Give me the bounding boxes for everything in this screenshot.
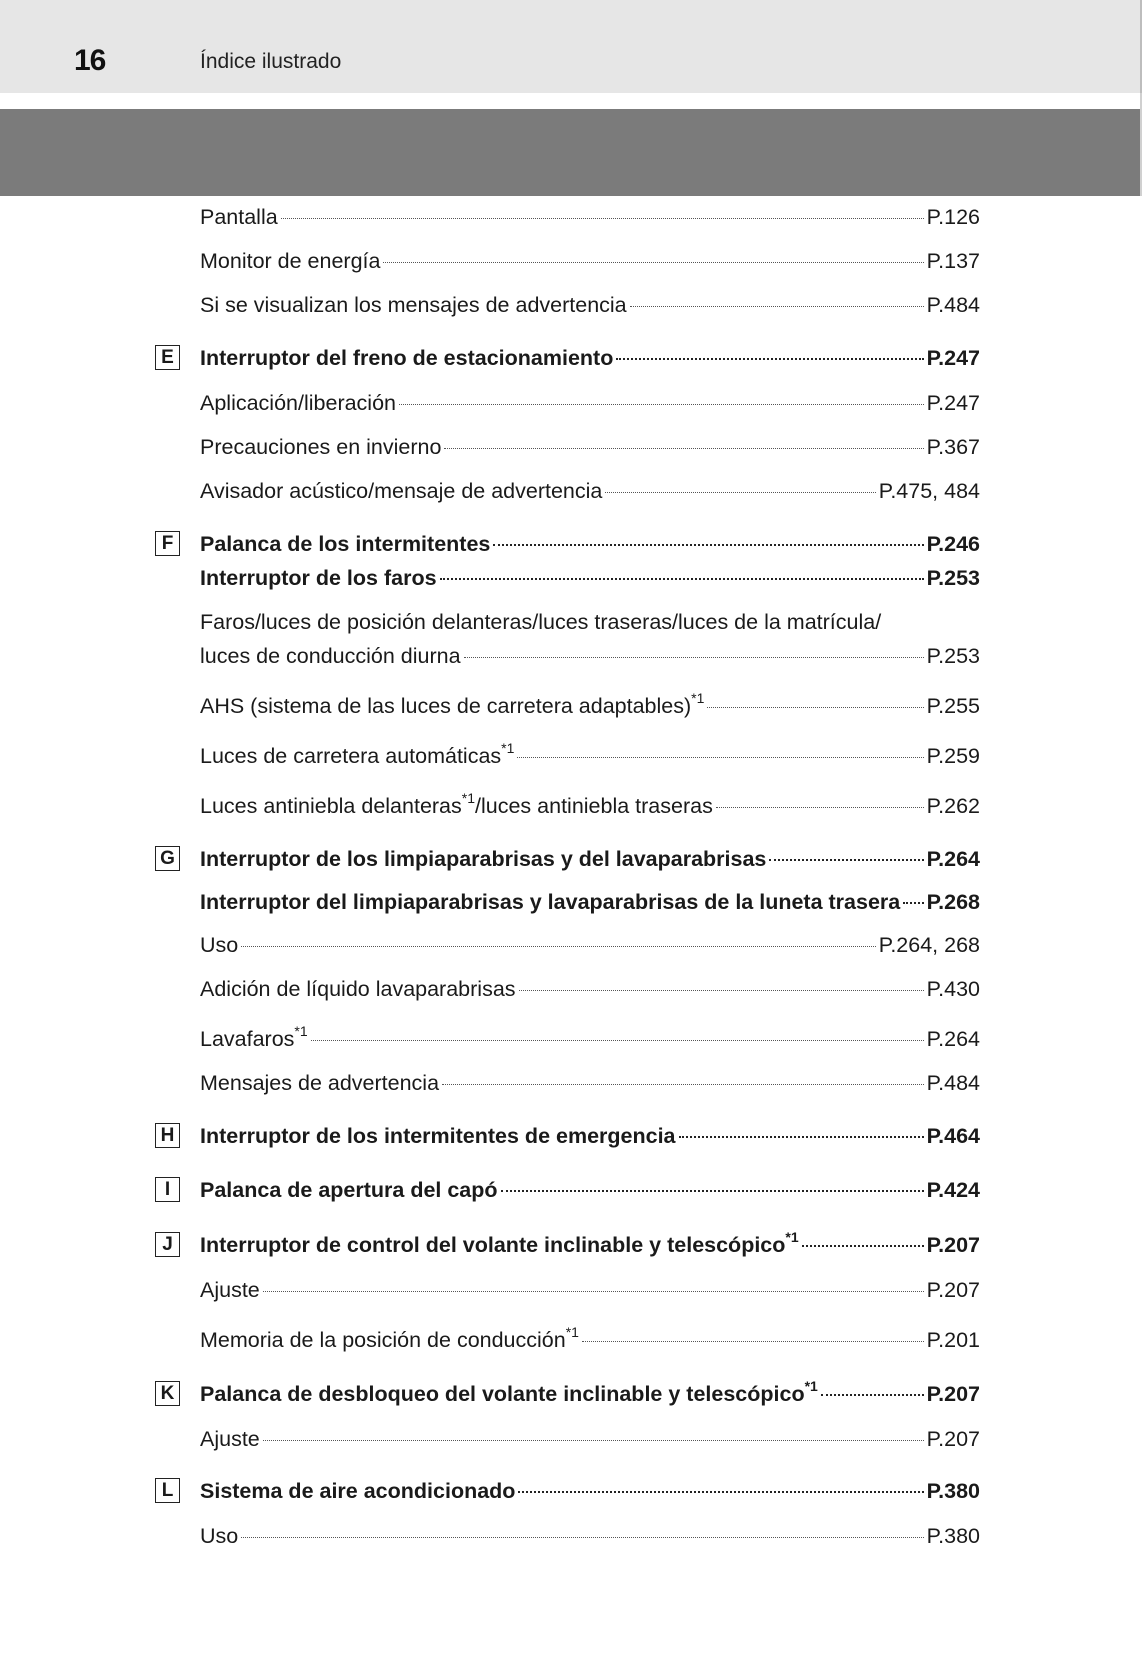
dot-leader bbox=[241, 946, 876, 947]
entry-label: Sistema de aire acondicionado bbox=[200, 1479, 516, 1503]
index-entry-monitor-energia[interactable] bbox=[200, 248, 980, 274]
dot-leader bbox=[769, 859, 923, 861]
dot-leader bbox=[802, 1245, 924, 1247]
section-letter-e: E bbox=[155, 345, 180, 370]
section-letter-k: K bbox=[155, 1381, 180, 1406]
page-reference[interactable]: P.207 bbox=[926, 1382, 980, 1406]
index-entry-precauciones-invierno[interactable] bbox=[200, 434, 980, 460]
index-entry-ahs[interactable] bbox=[200, 690, 980, 719]
entry-label: luces de conducción diurna bbox=[200, 644, 461, 668]
dot-leader bbox=[630, 306, 924, 307]
entry-label-text: Memoria de la posición de conducción bbox=[200, 1328, 566, 1352]
page-reference[interactable]: P.380 bbox=[926, 1479, 980, 1503]
page-reference[interactable]: P.253 bbox=[926, 644, 980, 668]
section-title: Índice ilustrado bbox=[200, 50, 342, 73]
entry-label: Uso bbox=[200, 933, 239, 957]
dot-leader bbox=[493, 544, 923, 546]
page-reference[interactable]: P.246 bbox=[926, 532, 980, 556]
entry-label: Palanca de los intermitentes bbox=[200, 532, 491, 556]
dot-leader bbox=[383, 262, 923, 263]
entry-label-text: AHS (sistema de las luces de carretera adaptables) bbox=[200, 694, 692, 718]
dot-leader bbox=[263, 1440, 924, 1441]
page-reference[interactable]: P.201 bbox=[926, 1328, 980, 1352]
dot-leader bbox=[605, 492, 875, 493]
entry-label: Precauciones en invierno bbox=[200, 435, 442, 459]
section-letter-f: F bbox=[155, 531, 180, 556]
footnote-marker: *1 bbox=[804, 1378, 818, 1394]
section-letter-l: L bbox=[155, 1478, 180, 1503]
page-reference[interactable]: P.430 bbox=[926, 977, 980, 1001]
dot-leader bbox=[442, 1084, 924, 1085]
page-reference[interactable]: P.259 bbox=[926, 744, 980, 768]
entry-label: Monitor de energía bbox=[200, 249, 381, 273]
dot-leader bbox=[903, 902, 923, 904]
entry-label: Ajuste bbox=[200, 1427, 260, 1451]
footnote-marker: *1 bbox=[461, 790, 476, 806]
entry-label-text-2: /luces antiniebla traseras bbox=[475, 794, 713, 818]
dot-leader bbox=[399, 404, 924, 405]
dot-leader bbox=[519, 990, 924, 991]
entry-label: Avisador acústico/mensaje de advertencia bbox=[200, 479, 603, 503]
entry-label: Aplicación/liberación bbox=[200, 391, 396, 415]
entry-label-text: Lavafaros bbox=[200, 1027, 295, 1051]
page-reference[interactable]: P.464 bbox=[926, 1124, 980, 1148]
entry-label: Adición de líquido lavaparabrisas bbox=[200, 977, 516, 1001]
dot-leader bbox=[821, 1394, 924, 1396]
page-reference[interactable]: P.207 bbox=[926, 1427, 980, 1451]
page-reference[interactable]: P.264 bbox=[926, 1027, 980, 1051]
index-entry-lavafaros[interactable] bbox=[200, 1023, 980, 1052]
section-letter-g: G bbox=[155, 846, 180, 871]
dot-leader bbox=[582, 1341, 924, 1342]
entry-label-text: Palanca de desbloqueo del volante inclinable y telescópico bbox=[200, 1382, 805, 1406]
index-entry-control-volante[interactable] bbox=[200, 1229, 980, 1258]
dot-leader bbox=[517, 757, 923, 758]
index-entry-limpiaparabrisas-luneta-trasera[interactable] bbox=[200, 889, 980, 915]
section-letter-h: H bbox=[155, 1123, 180, 1148]
dot-leader bbox=[440, 578, 924, 580]
entry-label: Palanca de apertura del capó bbox=[200, 1178, 498, 1202]
index-entry-uso[interactable] bbox=[200, 932, 980, 958]
page-header bbox=[0, 0, 1142, 93]
footnote-marker: *1 bbox=[691, 690, 705, 706]
dot-leader bbox=[716, 807, 924, 808]
dot-leader bbox=[263, 1291, 924, 1292]
footnote-marker: *1 bbox=[294, 1023, 308, 1039]
index-entry-palanca-intermitentes[interactable] bbox=[200, 531, 980, 557]
page-reference[interactable]: P.268 bbox=[926, 890, 980, 914]
index-entry-freno-estacionamiento[interactable] bbox=[200, 345, 980, 371]
section-letter-i: I bbox=[155, 1177, 180, 1202]
entry-label bbox=[200, 740, 515, 769]
dot-leader bbox=[616, 358, 923, 360]
index-entry-interruptor-limpiaparabrisas[interactable] bbox=[200, 846, 980, 872]
entry-label: Si se visualizan los mensajes de advertencia bbox=[200, 293, 627, 317]
dot-leader bbox=[311, 1040, 924, 1041]
page-reference[interactable]: P.264 bbox=[926, 847, 980, 871]
entry-label-text: Interruptor de control del volante inclinable y telescópico bbox=[200, 1233, 786, 1257]
page-reference[interactable]: P.367 bbox=[926, 435, 980, 459]
index-entry-ajuste[interactable] bbox=[200, 1426, 980, 1452]
page-reference[interactable]: P.207 bbox=[926, 1233, 980, 1257]
page-reference[interactable]: P.207 bbox=[926, 1278, 980, 1302]
entry-label bbox=[200, 1324, 579, 1353]
page-reference[interactable]: P.380 bbox=[926, 1524, 980, 1548]
entry-label-line1: Faros/luces de posición delanteras/luces traseras/luces de la matrícula/ bbox=[200, 610, 882, 634]
entry-label bbox=[200, 690, 705, 719]
entry-label: Interruptor del limpiaparabrisas y lavaparabrisas de la luneta trasera bbox=[200, 890, 901, 914]
index-entry-adicion-liquido[interactable] bbox=[200, 976, 980, 1002]
entry-label: Ajuste bbox=[200, 1278, 260, 1302]
section-letter-j: J bbox=[155, 1232, 180, 1257]
page-reference[interactable]: P.475, 484 bbox=[878, 479, 980, 503]
index-entry-ajuste[interactable] bbox=[200, 1277, 980, 1303]
entry-label: Uso bbox=[200, 1524, 239, 1548]
index-entry-aplicacion-liberacion[interactable] bbox=[200, 390, 980, 416]
index-entry-pantalla[interactable] bbox=[200, 204, 980, 230]
index-entry-luces-antiniebla[interactable] bbox=[200, 790, 980, 819]
dot-leader bbox=[444, 448, 923, 449]
dot-leader bbox=[464, 657, 924, 658]
page-reference[interactable]: P.424 bbox=[926, 1178, 980, 1202]
entry-label-text: Luces de carretera automáticas bbox=[200, 744, 502, 768]
index-entry-apertura-capo[interactable] bbox=[200, 1177, 980, 1203]
entry-label bbox=[200, 790, 713, 819]
index-entry-luces-conduccion-diurna[interactable] bbox=[200, 643, 980, 669]
gray-band-banner bbox=[0, 109, 1142, 196]
page-reference[interactable]: P.264, 268 bbox=[878, 933, 980, 957]
entry-label: Pantalla bbox=[200, 205, 278, 229]
entry-label bbox=[200, 1378, 818, 1407]
index-entry-mensajes-de-advertencia[interactable] bbox=[200, 1070, 980, 1096]
page-reference[interactable]: P.262 bbox=[926, 794, 980, 818]
dot-leader bbox=[241, 1537, 923, 1538]
dot-leader bbox=[281, 218, 924, 219]
page-reference[interactable]: P.255 bbox=[926, 694, 980, 718]
index-entry-memoria-posicion[interactable] bbox=[200, 1324, 980, 1353]
index-entry-avisador-acustico[interactable] bbox=[200, 478, 980, 504]
page-reference[interactable]: P.247 bbox=[926, 346, 980, 370]
entry-label-text: Luces antiniebla delanteras bbox=[200, 794, 462, 818]
index-entry-desbloqueo-volante[interactable] bbox=[200, 1378, 980, 1407]
entry-label: Interruptor del freno de estacionamiento bbox=[200, 346, 614, 370]
page-number: 16 bbox=[74, 44, 106, 77]
index-entry-mensajes-advertencia[interactable] bbox=[200, 292, 980, 318]
index-entry-intermitentes-emergencia[interactable] bbox=[200, 1123, 980, 1149]
page-reference[interactable]: P.484 bbox=[926, 293, 980, 317]
footnote-marker: *1 bbox=[785, 1229, 799, 1245]
index-entry-aire-acondicionado[interactable] bbox=[200, 1478, 980, 1504]
dot-leader bbox=[518, 1491, 923, 1493]
index-entry-interruptor-faros[interactable] bbox=[200, 565, 980, 591]
dot-leader bbox=[679, 1136, 924, 1138]
page-reference[interactable]: P.137 bbox=[926, 249, 980, 273]
footnote-marker: *1 bbox=[501, 740, 515, 756]
page-reference[interactable]: P.253 bbox=[926, 566, 980, 590]
entry-label bbox=[200, 1023, 308, 1052]
index-entry-uso[interactable] bbox=[200, 1523, 980, 1549]
entry-label: Interruptor de los intermitentes de emergencia bbox=[200, 1124, 676, 1148]
footnote-marker: *1 bbox=[565, 1324, 579, 1340]
entry-label: Mensajes de advertencia bbox=[200, 1071, 440, 1095]
entry-label: Interruptor de los limpiaparabrisas y del lavaparabrisas bbox=[200, 847, 767, 871]
page-reference[interactable]: P.484 bbox=[926, 1071, 980, 1095]
page-reference[interactable]: P.247 bbox=[926, 391, 980, 415]
dot-leader bbox=[501, 1190, 924, 1192]
dot-leader bbox=[707, 707, 923, 708]
entry-label bbox=[200, 1229, 799, 1258]
index-entry-luces-carretera-automaticas[interactable] bbox=[200, 740, 980, 769]
entry-label: Interruptor de los faros bbox=[200, 566, 437, 590]
page-reference[interactable]: P.126 bbox=[926, 205, 980, 229]
